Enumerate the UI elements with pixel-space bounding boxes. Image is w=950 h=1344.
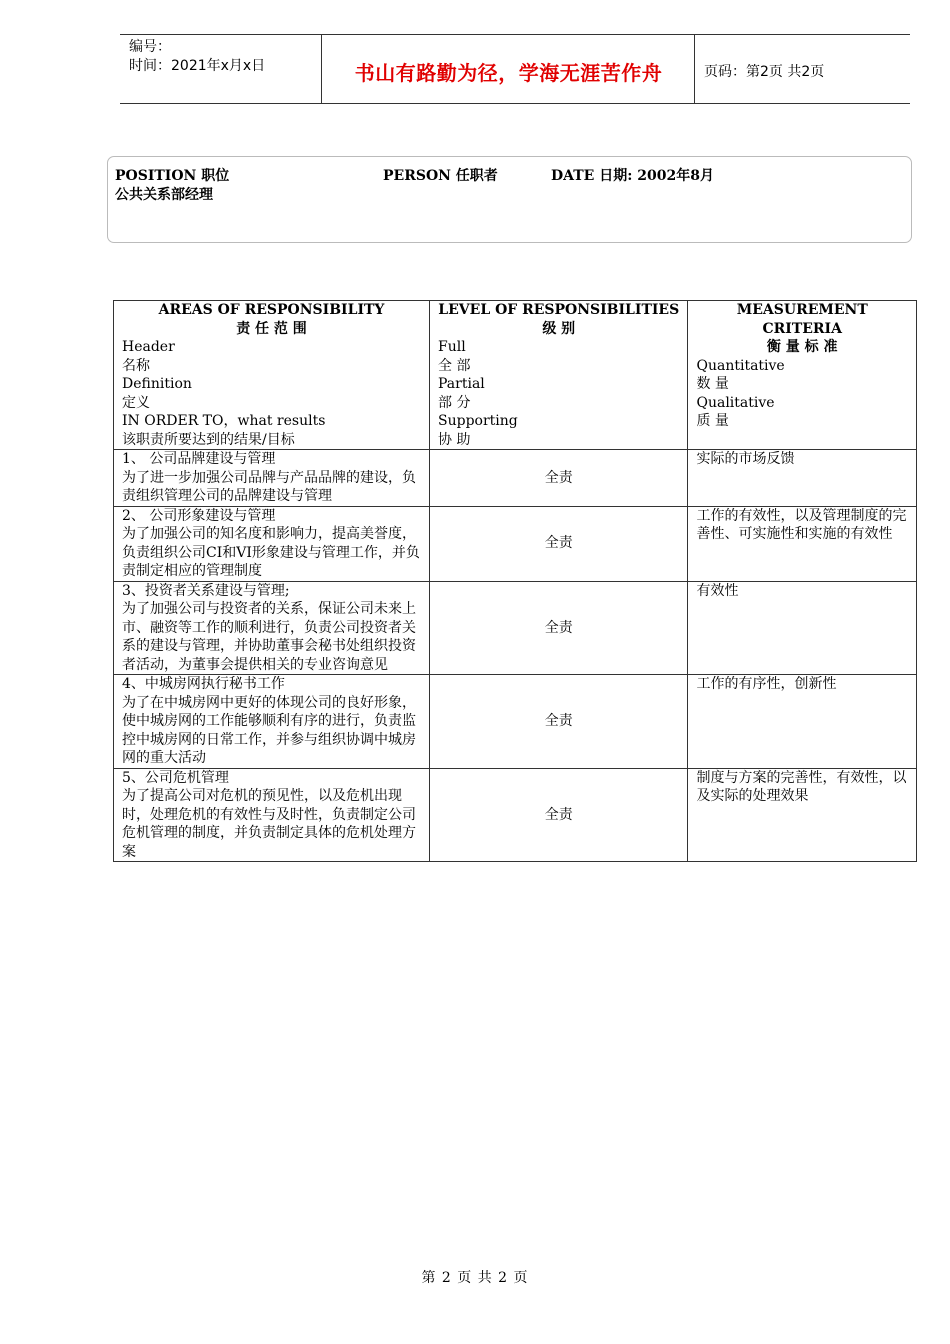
area-description: 为了进一步加强公司品牌与产品品牌的建设，负责组织管理公司的品牌建设与管理 (122, 469, 416, 504)
criteria-value: 制度与方案的完善性，有效性，以及实际的处理效果 (696, 769, 907, 804)
level-cell (430, 450, 688, 507)
header-line: 质 量 (696, 413, 729, 429)
header-line: Supporting (438, 413, 518, 429)
header-line: 全 部 (438, 357, 471, 374)
header-title-cn: 责 任 范 围 (236, 320, 307, 337)
area-cell (114, 581, 430, 675)
table-body (114, 450, 917, 862)
area-title: 3、投资者关系建设与管理; (122, 582, 290, 599)
position-box (107, 156, 912, 243)
person-label: PERSON 任职者 (383, 168, 498, 184)
date-label: DATE 日期: 2002年8月 (551, 168, 714, 184)
level-value: 全责 (544, 469, 573, 486)
header-line: 定义 (122, 394, 150, 411)
header-title-cn: 衡 量 标 准 (766, 339, 838, 355)
header-line: 该职责所要达到的结果/目标 (122, 431, 295, 448)
document-header (120, 34, 910, 104)
criteria-cell (688, 450, 917, 507)
position-label: POSITION 职位 (115, 168, 230, 184)
header-cell-areas (114, 301, 430, 450)
header-page-info: 页码：第2页 共2页 (704, 64, 825, 80)
table-header-row (114, 301, 917, 450)
header-cell-level (430, 301, 688, 450)
area-description: 为了提高公司对危机的预见性，以及危机出现时，处理危机的有效性与及时性，负责制定公司危机管理的制度，并负责制定具体的危机处理方案 (122, 788, 416, 860)
time-label: 时间：2021年x月x日 (129, 58, 266, 74)
level-cell (430, 675, 688, 769)
criteria-cell (688, 675, 917, 769)
area-description: 为了加强公司的知名度和影响力，提高美誉度，负责组织公司CI和VI形象建设与管理工作，并负责制定相应的管理制度 (122, 526, 420, 579)
header-title-en: AREAS OF RESPONSIBILITY (158, 302, 385, 318)
table-row (114, 506, 917, 581)
area-title: 2、 公司形象建设与管理 (122, 507, 276, 524)
level-cell (430, 768, 688, 862)
header-title-en: MEASUREMENT CRITERIA (736, 302, 868, 337)
table-row (114, 768, 917, 862)
header-line: Full (438, 339, 466, 355)
area-title: 1、 公司品牌建设与管理 (122, 451, 276, 467)
header-line: Partial (438, 376, 485, 392)
header-line: 数 量 (696, 376, 729, 392)
responsibility-table (113, 300, 917, 862)
area-description: 为了加强公司与投资者的关系，保证公司未来上市、融资等工作的顺利进行，负责公司投资者关系的建设与管理，并协助董事会秘书处组织投资者活动，为董事会提供相关的专业咨询意见 (122, 601, 416, 673)
level-cell (430, 581, 688, 675)
criteria-value: 有效性 (696, 582, 739, 599)
criteria-value: 实际的市场反馈 (696, 451, 795, 467)
criteria-value: 工作的有效性，以及管理制度的完善性、可实施性和实施的有效性 (696, 507, 907, 542)
header-cell-criteria (688, 301, 917, 450)
header-title-cn: 级 别 (542, 320, 576, 337)
table-row (114, 450, 917, 507)
header-line: Qualitative (696, 394, 775, 411)
criteria-cell (688, 506, 917, 581)
header-line: 协 助 (438, 431, 471, 448)
area-cell (114, 506, 430, 581)
number-label: 编号： (129, 39, 171, 55)
criteria-cell (688, 581, 917, 675)
area-cell (114, 675, 430, 769)
header-line: 名称 (122, 357, 150, 374)
area-title: 4、中城房网执行秘书工作 (122, 676, 285, 692)
level-cell (430, 506, 688, 581)
table-row (114, 675, 917, 769)
criteria-value: 工作的有序性，创新性 (696, 676, 837, 692)
table-row (114, 581, 917, 675)
header-line: IN ORDER TO，what results (122, 413, 326, 429)
area-cell (114, 450, 430, 507)
position-value: 公共关系部经理 (115, 187, 213, 203)
footer-page-number: 第 2 页 共 2 页 (421, 1270, 529, 1286)
criteria-cell (688, 768, 917, 862)
header-line: Quantitative (696, 357, 785, 374)
level-value: 全责 (544, 806, 573, 823)
header-line: 部 分 (438, 394, 471, 411)
header-line: Definition (122, 376, 192, 392)
area-description: 为了在中城房网中更好的体现公司的良好形象，使中城房网的工作能够顺利有序的进行，负责监控中城房网的日常工作，并参与组织协调中城房网的重大活动 (122, 694, 416, 766)
header-motto: 书山有路勤为径，学海无涯苦作舟 (354, 61, 663, 85)
header-title-en: LEVEL OF RESPONSIBILITIES (438, 302, 680, 318)
area-title: 5、公司危机管理 (122, 769, 229, 786)
header-meta (129, 38, 265, 76)
level-value: 全责 (544, 619, 573, 636)
level-value: 全责 (544, 535, 573, 552)
page-footer (0, 1267, 950, 1287)
area-cell (114, 768, 430, 862)
level-value: 全责 (544, 713, 573, 729)
header-line: Header (122, 339, 175, 355)
